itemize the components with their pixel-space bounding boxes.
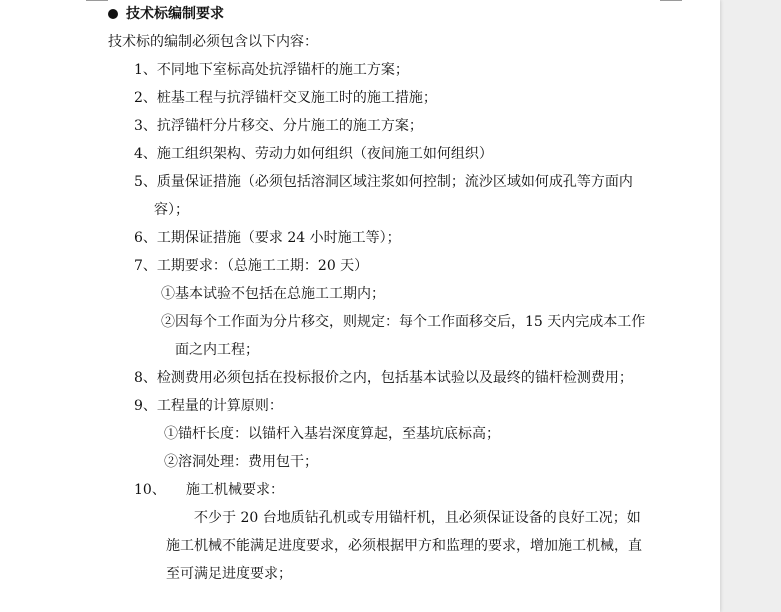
list-item: 7、工期要求：（总施工工期：20 天） — [134, 258, 369, 274]
list-item: 施工机械要求： — [186, 482, 284, 498]
list-item: 8、检测费用必须包括在投标报价之内，包括基本试验以及最终的锚杆检测费用； — [134, 370, 633, 386]
sub-item: ②溶洞处理：费用包干； — [164, 454, 318, 470]
list-item: 9、工程量的计算原则： — [134, 398, 283, 414]
list-item: 5、质量保证措施（必须包括溶洞区域注浆如何控制；流沙区域如何成孔等方面内 — [134, 174, 633, 190]
paragraph-line: 至可满足进度要求； — [166, 566, 292, 582]
section-heading-text: 技术标编制要求 — [126, 6, 224, 22]
intro-text: 技术标的编制必须包含以下内容： — [108, 34, 318, 50]
list-item: 2、桩基工程与抗浮锚杆交叉施工时的施工措施； — [134, 90, 437, 106]
bullet-icon — [108, 9, 118, 19]
paragraph-line: 不少于 20 台地质钻孔机或专用锚杆机，且必须保证设备的良好工况；如 — [194, 510, 641, 526]
paragraph-line: 施工机械不能满足进度要求，必须根据甲方和监理的要求，增加施工机械，直 — [166, 538, 642, 554]
sub-item: ①基本试验不包括在总施工工期内； — [161, 286, 385, 302]
list-item: 6、工期保证措施（要求 24 小时施工等）； — [134, 230, 401, 246]
page-corner-mark-right — [660, 0, 682, 1]
section-heading — [108, 4, 224, 24]
page-corner-mark-left — [86, 0, 108, 1]
sub-item: ①锚杆长度：以锚杆入基岩深度算起，至基坑底标高； — [164, 426, 500, 442]
sub-item-continuation: 面之内工程； — [175, 342, 259, 358]
list-item-number: 10、 — [134, 482, 166, 498]
sub-item: ②因每个工作面为分片移交，则规定：每个工作面移交后，15 天内完成本工作 — [161, 314, 646, 330]
list-item: 3、抗浮锚杆分片移交、分片施工的施工方案； — [134, 118, 423, 134]
list-item-continuation: 容）； — [154, 202, 189, 218]
list-item: 4、施工组织架构、劳动力如何组织（夜间施工如何组织） — [134, 146, 493, 162]
list-item: 1、不同地下室标高处抗浮锚杆的施工方案； — [134, 62, 409, 78]
